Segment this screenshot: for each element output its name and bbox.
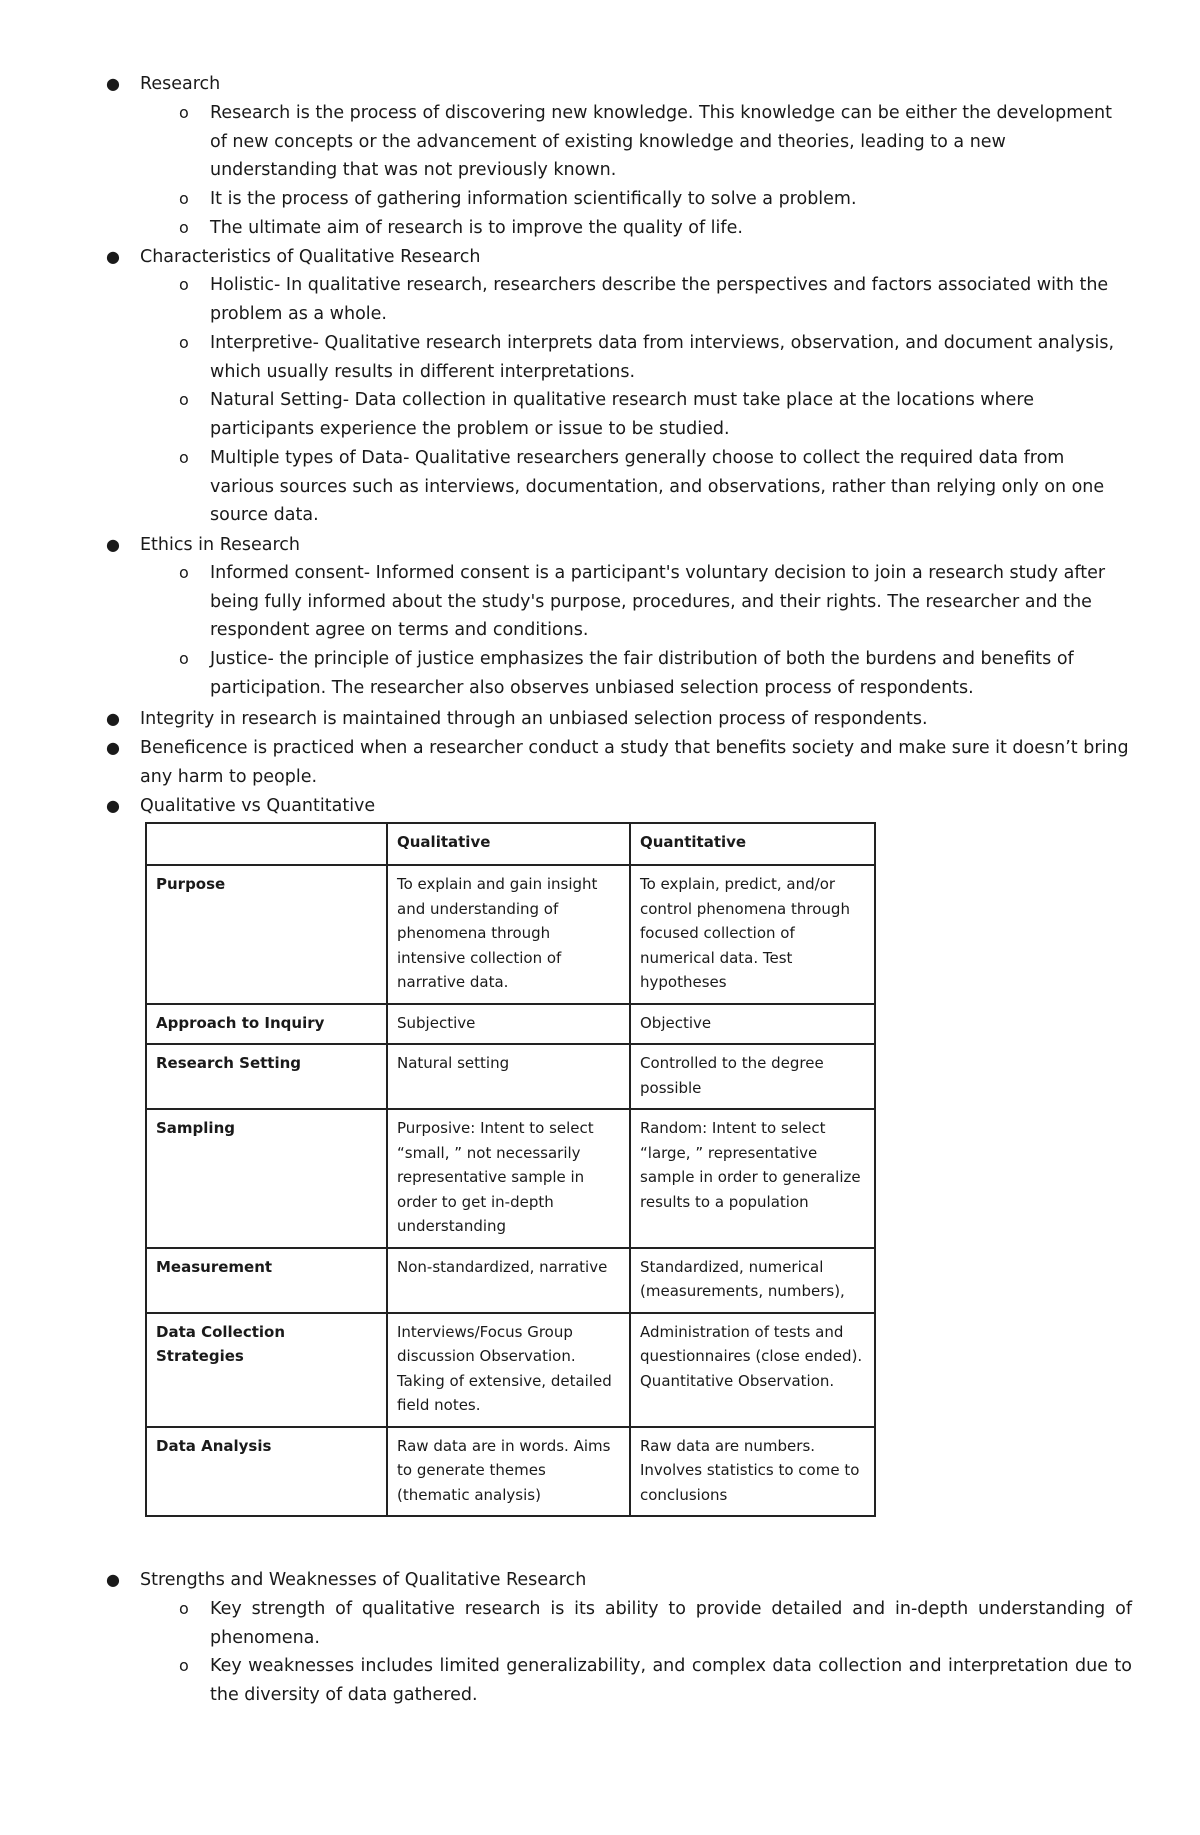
table-row <box>146 1313 875 1427</box>
characteristics-item: o Natural Setting- Data collection in qualitative research must take place at the locations where participants experience the problem or issue to be studied. <box>210 386 1130 443</box>
table-row-label: Data Analysis <box>146 1427 387 1517</box>
research-item: o Research is the process of discovering new knowledge. This knowledge can be either the development of new concepts or the advancement of existing knowledge and theories, leading to a new understanding that was not previously known. <box>210 99 1130 185</box>
table-header-cell: Qualitative <box>387 823 630 865</box>
sub-bullet-icon: o <box>179 390 189 409</box>
table-row-label: Purpose <box>146 865 387 1004</box>
characteristics-item: o Multiple types of Data- Qualitative researchers generally choose to collect the required data from various sources such as interviews, documentation, and observations, rather than relying only on one source data. <box>210 444 1130 530</box>
table-cell: Natural setting <box>387 1044 630 1109</box>
table-cell: Purposive: Intent to select “small, ” not necessarily representative sample in order to get in-depth understanding <box>387 1109 630 1248</box>
table-cell: To explain, predict, and/or control phenomena through focused collection of numerical data. Test hypotheses <box>630 865 875 1004</box>
table-row <box>146 865 875 1004</box>
bullet-icon: ● <box>106 247 120 266</box>
bullet-ethics <box>106 531 300 560</box>
table-row-label: Data Collection Strategies <box>146 1313 387 1427</box>
table-cell: Standardized, numerical (measurements, numbers), <box>630 1248 875 1313</box>
table-cell: Objective <box>630 1004 875 1045</box>
bullet-strengths <box>106 1566 587 1595</box>
sub-bullet-icon: o <box>179 1656 189 1675</box>
table-cell: Administration of tests and questionnaires (close ended). Quantitative Observation. <box>630 1313 875 1427</box>
sub-bullet-icon: o <box>179 103 189 122</box>
sub-bullet-icon: o <box>179 189 189 208</box>
comparison-table <box>145 822 876 1517</box>
research-item: o It is the process of gathering information scientifically to solve a problem. <box>210 185 1130 214</box>
table-cell: To explain and gain insight and understanding of phenomena through intensive collection of narrative data. <box>387 865 630 1004</box>
sub-bullet-icon: o <box>179 1599 189 1618</box>
table-header-cell <box>146 823 387 865</box>
bullet-icon: ● <box>106 796 120 815</box>
table-row <box>146 1044 875 1109</box>
research-item: o The ultimate aim of research is to improve the quality of life. <box>210 214 1130 243</box>
sub-bullet-icon: o <box>179 333 189 352</box>
ethics-item: o Justice- the principle of justice emphasizes the fair distribution of both the burdens and benefits of participation. The researcher also observes unbiased selection process of respondents. <box>210 645 1130 702</box>
bullet-research <box>106 70 221 99</box>
table-cell: Random: Intent to select “large, ” representative sample in order to generalize results to a population <box>630 1109 875 1248</box>
table-cell: Subjective <box>387 1004 630 1045</box>
table-row-label: Research Setting <box>146 1044 387 1109</box>
table-cell: Raw data are in words. Aims to generate themes (thematic analysis) <box>387 1427 630 1517</box>
characteristics-item: o Holistic- In qualitative research, researchers describe the perspectives and factors associated with the problem as a whole. <box>210 271 1130 328</box>
sub-bullet-icon: o <box>179 563 189 582</box>
table-row <box>146 1427 875 1517</box>
table-row-label: Sampling <box>146 1109 387 1248</box>
sub-bullet-icon: o <box>179 218 189 237</box>
characteristics-title: Characteristics of Qualitative Research <box>140 247 481 267</box>
table-row-label: Measurement <box>146 1248 387 1313</box>
bullet-icon: ● <box>106 709 120 728</box>
strengths-item: o Key weaknesses includes limited generalizability, and complex data collection and interpretation due to the diversity of data gathered. <box>210 1652 1132 1709</box>
table-row-label: Approach to Inquiry <box>146 1004 387 1045</box>
comparison-title: Qualitative vs Quantitative <box>140 796 376 816</box>
table-cell: Raw data are numbers. Involves statistics to come to conclusions <box>630 1427 875 1517</box>
table-header-cell: Quantitative <box>630 823 875 865</box>
table-cell: Controlled to the degree possible <box>630 1044 875 1109</box>
sub-bullet-icon: o <box>179 275 189 294</box>
bullet-beneficence: ● Beneficence is practiced when a researcher conduct a study that benefits society and make sure it doesn’t bring any harm to people. <box>140 734 1130 791</box>
bullet-icon: ● <box>106 1570 120 1589</box>
sub-bullet-icon: o <box>179 649 189 668</box>
sub-bullet-icon: o <box>179 448 189 467</box>
bullet-characteristics <box>106 243 481 272</box>
table-cell: Interviews/Focus Group discussion Observation. Taking of extensive, detailed field notes. <box>387 1313 630 1427</box>
ethics-title: Ethics in Research <box>140 535 300 555</box>
bullet-integrity: ● Integrity in research is maintained through an unbiased selection process of respondents. <box>140 705 1130 734</box>
bullet-icon: ● <box>106 74 120 93</box>
table-cell: Non-standardized, narrative <box>387 1248 630 1313</box>
ethics-item: o Informed consent- Informed consent is a participant's voluntary decision to join a research study after being fully informed about the study's purpose, procedures, and their rights. The researcher and the respondent agree on terms and conditions. <box>210 559 1130 645</box>
bullet-icon: ● <box>106 535 120 554</box>
table-row <box>146 1004 875 1045</box>
bullet-comparison <box>106 792 376 821</box>
bullet-icon: ● <box>106 738 120 757</box>
table-row <box>146 1109 875 1248</box>
table-header-row <box>146 823 875 865</box>
characteristics-item: o Interpretive- Qualitative research interprets data from interviews, observation, and document analysis, which usually results in different interpretations. <box>210 329 1130 386</box>
strengths-title: Strengths and Weaknesses of Qualitative Research <box>140 1570 587 1590</box>
research-title: Research <box>140 74 221 94</box>
strengths-item: o Key strength of qualitative research is its ability to provide detailed and in-depth understanding of phenomena. <box>210 1595 1132 1652</box>
table-row <box>146 1248 875 1313</box>
